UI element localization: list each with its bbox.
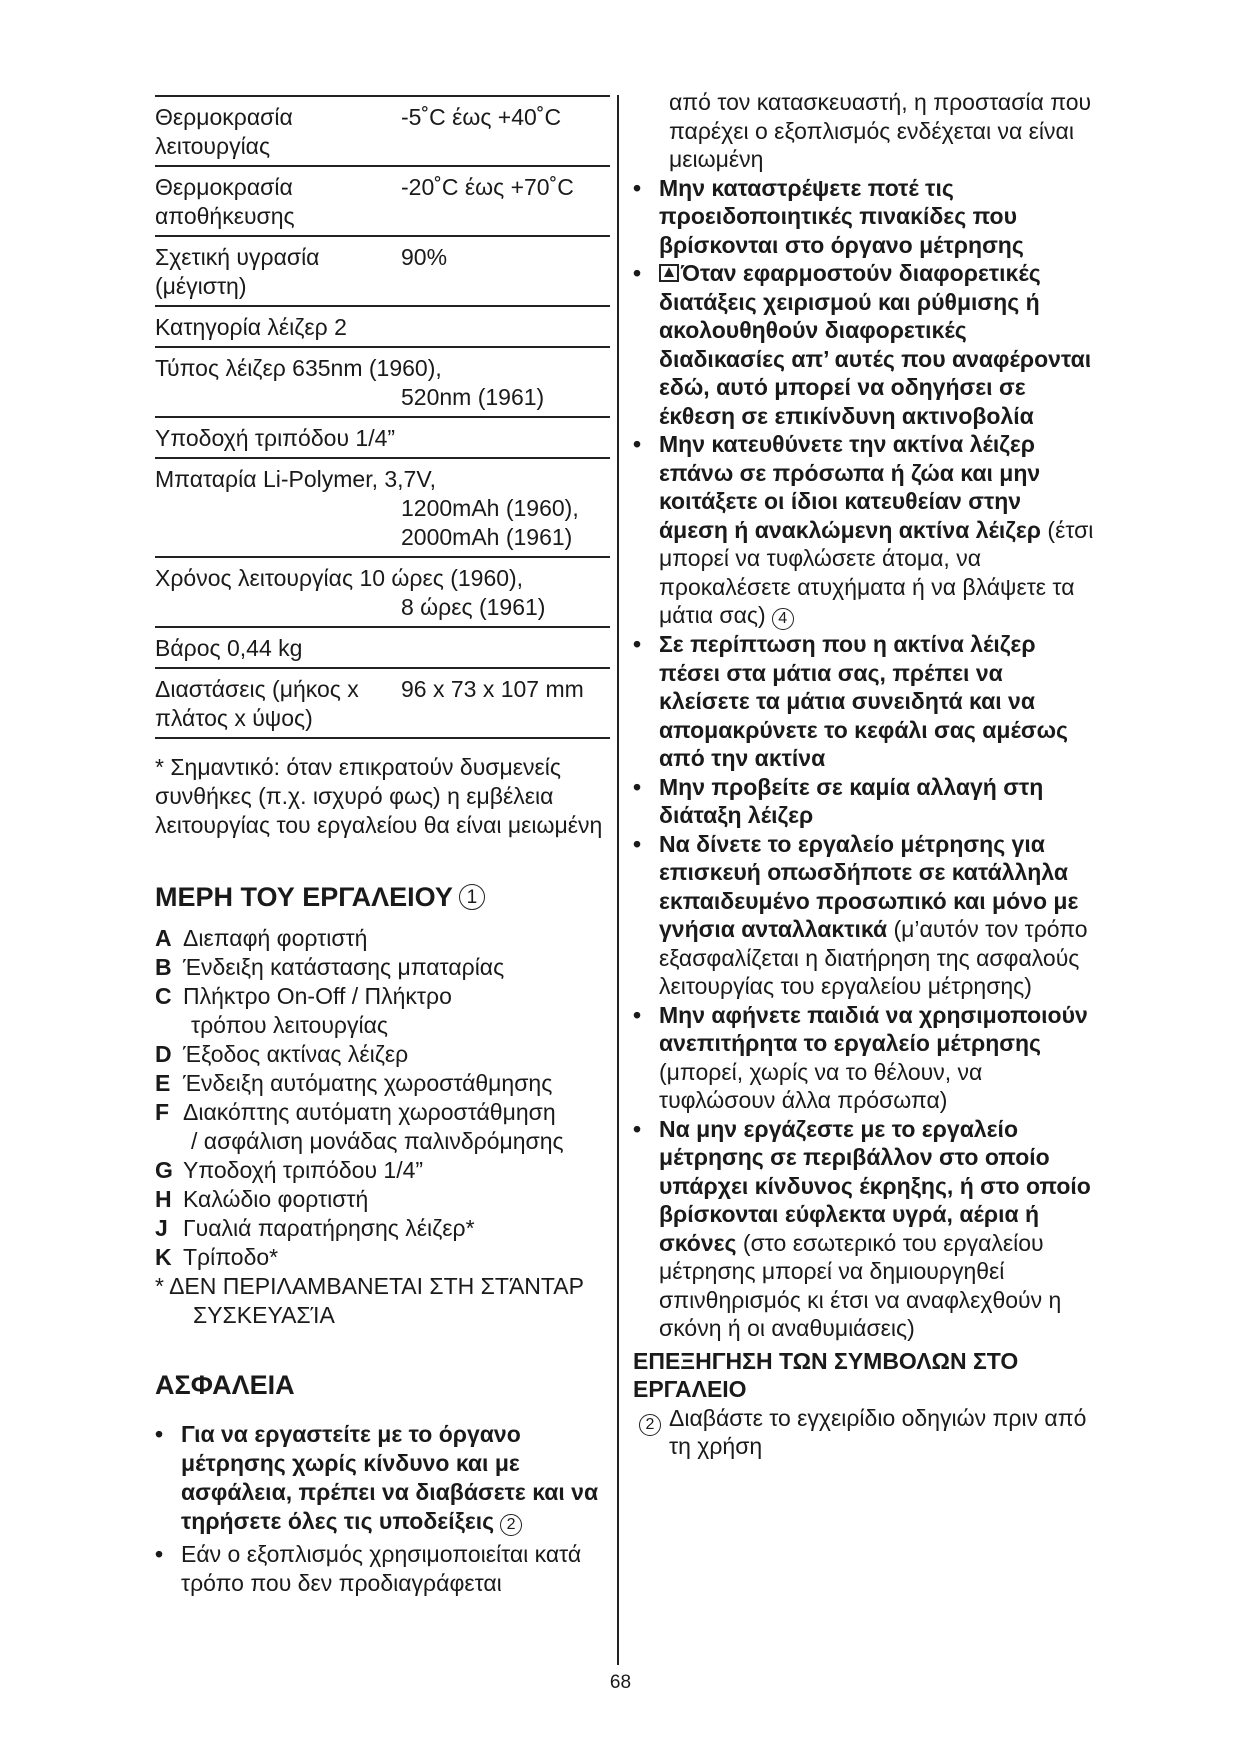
part-text: Έξοδος ακτίνας λέιζερ — [183, 1041, 409, 1067]
part-key: D — [155, 1041, 172, 1067]
bullet-icon: • — [633, 1115, 642, 1142]
part-key: B — [155, 954, 172, 980]
spec-label: Θερμοκρασία λειτουργίας — [155, 104, 293, 159]
bullet-icon: • — [155, 1421, 164, 1447]
footnote-text: * ΔΕΝ ΠΕΡΙΛΑΜΒΑΝΕΤΑΙ ΣΤΗ ΣΤΆΝΤΑΡ — [155, 1273, 584, 1299]
spec-label: Χρόνος λειτουργίας — [155, 565, 354, 591]
part-text: / ασφάλιση μονάδας παλινδρόμησης — [191, 1128, 564, 1154]
list-item — [155, 1156, 610, 1185]
page-number: 68 — [609, 1672, 632, 1693]
spec-value: 96 x 73 x 107 mm — [401, 676, 584, 702]
symbols-heading: ΕΠΕΞΗΓΗΣΗ ΤΩΝ ΣΥΜΒΟΛΩΝ ΣΤΟ ΕΡΓΑΛΕΙΟ — [633, 1347, 1019, 1402]
symbol-item — [633, 1404, 1095, 1461]
list-item — [155, 1098, 610, 1127]
safety-heading: ΑΣΦΑΛΕΙΑ — [155, 1370, 295, 1400]
bullet-text: Μην προβείτε σε καμία αλλαγή στη διάταξη λέιζερ — [659, 773, 1044, 828]
part-text: Καλώδιο φορτιστή — [183, 1186, 369, 1212]
spec-note: * Σημαντικό: όταν επικρατούν δυσμενείς συνθήκες (π.χ. ισχυρό φως) η εμβέλεια λειτουργίας του εργαλείου θα είναι μειωμένη — [155, 754, 603, 838]
part-text: Ένδειξη αυτόματης χωροστάθμησης — [183, 1070, 553, 1096]
bullet-icon: • — [633, 431, 642, 457]
bullet-text: Να μην εργάζεστε με το εργαλείο μέτρησης σε περιβάλλον στο οποίο υπάρχει κίνδυνος έκρηξης, ή στο οποίο βρίσκονται εύφλεκτα υγρά, αέρια ή σκόνες (στο εσωτερικό του εργαλείου μέτρησης μπορεί να δημιουργηθεί σπινθηρισμός κι έτσι να αναφλεχθούν η σκόνη ή οι αναθυμιάσεις) — [659, 1115, 1091, 1341]
bullet-text: Για να εργαστείτε με το όργανο μέτρησης χωρίς κίνδυνο και με ασφάλεια, πρέπει να διαβάσετε και να τηρήσετε όλες τις υποδείξεις 2 — [181, 1421, 599, 1534]
bullet-icon: • — [633, 1001, 642, 1028]
list-item — [155, 953, 610, 982]
bullet-icon: • — [633, 260, 642, 286]
part-text: Υποδοχή τριπόδου 1/4” — [183, 1157, 424, 1183]
list-item — [155, 1040, 610, 1069]
spec-table — [155, 95, 610, 739]
list-item — [633, 830, 1095, 1001]
bullet-text: Σε περίπτωση που η ακτίνα λέιζερ πέσει στα μάτια σας, πρέπει να κλείσετε τα μάτια συνειδητά και να απομακρύνετε το κεφάλι σας αμέσως από την ακτίνα — [659, 631, 1068, 771]
part-text: Διεπαφή φορτιστή — [183, 925, 368, 951]
spec-label: Θερμοκρασία αποθήκευσης — [155, 174, 295, 229]
bullet-text: Μην καταστρέψετε ποτέ τις προειδοποιητικές πινακίδες που βρίσκονται στο όργανο μέτρησης — [659, 174, 1024, 258]
bullet-text: Μην κατευθύνετε την ακτίνα λέιζερ επάνω σε πρόσωπα ή ζώα και μην κοιτάξετε οι ίδιοι κατευθείαν στην άμεση ή ανακλώμενη ακτίνα λέιζερ (έτσι μπορεί να τυφλώσετε άτομα, να προκαλέσετε ατυχήματα ή να βλάψετε τα μάτια σας) 4 — [659, 431, 1094, 628]
spec-row — [155, 628, 610, 669]
spec-value-line: 2000mAh (1961) — [401, 524, 573, 550]
part-text: Ένδειξη κατάστασης μπαταρίας — [183, 954, 505, 980]
list-item — [155, 1243, 610, 1272]
spec-value: 1/4” — [355, 425, 396, 451]
part-key: E — [155, 1070, 171, 1096]
spec-row — [155, 237, 610, 307]
symbol-text: Διαβάστε το εγχειρίδιο οδηγιών πριν από τη χρήση — [669, 1404, 1087, 1459]
list-item — [633, 259, 1095, 430]
part-text: Τρίποδο* — [183, 1244, 279, 1270]
continued-text: από τον κατασκευαστή, η προστασία που παρέχει ο εξοπλισμός ενδέχεται να είναι μειωμένη — [669, 89, 1092, 172]
part-text: τρόπου λειτουργίας — [191, 1012, 389, 1038]
spec-label: Σχετική υγρασία (μέγιστη) — [155, 244, 320, 299]
spec-label: Υποδοχή τριπόδου — [155, 425, 350, 451]
spec-row — [155, 307, 610, 348]
bullet-icon: • — [633, 773, 642, 800]
left-column — [155, 95, 610, 1602]
spec-row — [155, 459, 610, 558]
bullet-text: Να δίνετε το εργαλείο μέτρησης για επισκευή οπωσδήποτε σε κατάλληλα εκπαιδευμένο προσωπικό και μόνο με γνήσια ανταλλακτικά (μ’αυτόν τον τρόπο εξασφαλίζεται η διατήρηση της ασφαλούς λειτουργίας του εργαλείου μέτρησης) — [659, 830, 1088, 999]
safety-list — [155, 1420, 610, 1598]
spec-value: 2 — [334, 314, 347, 340]
spec-label: Μπαταρία — [155, 466, 257, 492]
part-key: J — [155, 1215, 168, 1241]
part-key: G — [155, 1157, 173, 1183]
laser-warning-icon — [659, 264, 679, 282]
part-text: Γυαλιά παρατήρησης λέιζερ* — [183, 1215, 475, 1241]
spec-label: Κατηγορία λέιζερ — [155, 314, 328, 340]
figure-ref-badge: 2 — [500, 1514, 522, 1536]
list-item-continuation — [155, 1127, 610, 1156]
spec-value-line: 1200mAh (1960), — [401, 495, 579, 521]
list-item — [633, 1115, 1095, 1343]
spec-row — [155, 669, 610, 739]
bullet-text: Όταν εφαρμοστούν διαφορετικές διατάξεις χειρισμού και ρύθμισης ή ακολουθηθούν διαφορετικές διαδικασίες απ’ αυτές που αναφέρονται εδώ, αυτό μπορεί να οδηγήσει σε έκθεση σε επικίνδυνη ακτινοβολία — [659, 260, 1092, 429]
column-divider — [617, 95, 619, 1665]
part-key: H — [155, 1186, 172, 1212]
figure-ref-badge: 2 — [639, 1414, 661, 1436]
spec-row — [155, 348, 610, 418]
spec-row — [155, 418, 610, 459]
right-column — [633, 88, 1095, 1461]
spec-value: Li-Polymer, 3,7V, — [262, 466, 436, 492]
bullet-icon: • — [633, 174, 642, 201]
spec-value-line: 8 ώρες (1961) — [401, 594, 546, 620]
list-item — [155, 924, 610, 953]
list-item — [155, 1420, 610, 1536]
figure-ref-badge: 1 — [459, 884, 485, 910]
parts-list — [155, 924, 610, 1330]
part-text: Πλήκτρο On-Off / Πλήκτρο — [183, 983, 452, 1009]
spec-label: Διαστάσεις (μήκος x πλάτος x ύψος) — [155, 676, 359, 731]
list-item — [633, 430, 1095, 630]
spec-value: 10 ώρες (1960), — [359, 565, 524, 591]
part-key: F — [155, 1099, 170, 1125]
spec-value-line: 520nm (1961) — [401, 384, 545, 410]
bullet-text: Μην αφήνετε παιδιά να χρησιμοποιούν ανεπιτήρητα το εργαλείο μέτρησης (μπορεί, χωρίς να το θέλουν, να τυφλώσουν άλλα πρόσωπα) — [659, 1001, 1088, 1113]
list-item — [155, 1540, 610, 1598]
bullet-icon: • — [633, 830, 642, 857]
parts-heading — [155, 880, 610, 914]
list-item — [155, 1214, 610, 1243]
spec-row — [155, 558, 610, 628]
spec-label: Τύπος λέιζερ — [155, 355, 286, 381]
part-text: Διακόπτης αυτόματη χωροστάθμηση — [183, 1099, 556, 1125]
spec-value: 0,44 kg — [227, 635, 303, 661]
list-item-continuation — [155, 1011, 610, 1040]
part-key: C — [155, 983, 172, 1009]
spec-value: 635nm (1960), — [292, 355, 442, 381]
footnote-text: ΣΥΣΚΕΥΑΣΊΑ — [193, 1302, 335, 1328]
figure-ref-badge: 4 — [772, 608, 794, 630]
spec-label: Βάρος — [155, 635, 221, 661]
list-item — [633, 174, 1095, 260]
list-item — [633, 630, 1095, 773]
parts-footnote — [155, 1272, 610, 1330]
parts-title: ΜΕΡΗ ΤΟΥ ΕΡΓΑΛΕΙΟΥ — [155, 882, 453, 912]
list-item — [155, 1069, 610, 1098]
part-key: K — [155, 1244, 172, 1270]
part-key: A — [155, 925, 172, 951]
spec-value: 90% — [401, 244, 448, 270]
list-item — [633, 1001, 1095, 1115]
spec-value: -5˚C έως +40˚C — [401, 104, 562, 130]
bullet-icon: • — [155, 1541, 164, 1567]
spec-value: -20˚C έως +70˚C — [401, 174, 574, 200]
bullet-text: Εάν ο εξοπλισμός χρησιμοποιείται κατά τρόπο που δεν προδιαγράφεται — [181, 1541, 582, 1596]
spec-row — [155, 97, 610, 167]
list-item — [155, 982, 610, 1011]
bullet-icon: • — [633, 631, 642, 657]
spec-row — [155, 167, 610, 237]
list-item — [633, 773, 1095, 830]
list-item — [155, 1185, 610, 1214]
